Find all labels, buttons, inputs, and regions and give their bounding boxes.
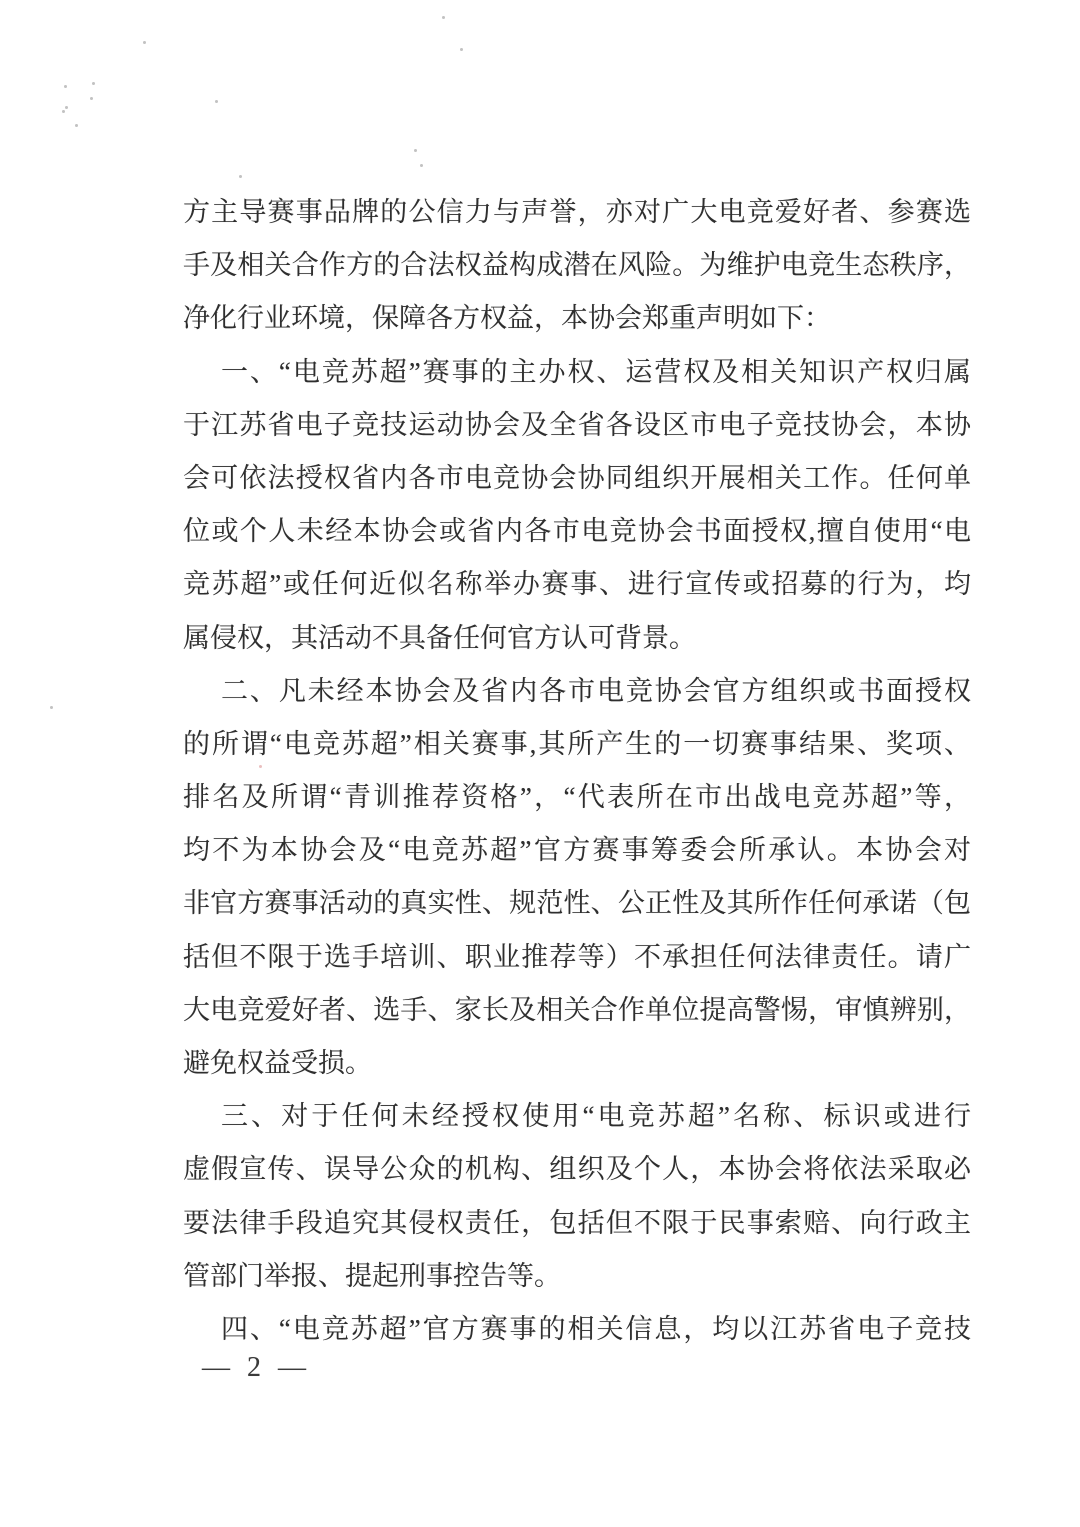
text-line: 大电竞爱好者、选手、家长及相关合作单位提高警惕，审慎辨别，	[183, 994, 971, 1025]
text-line: 三、对于任何未经授权使用“电竞苏超”名称、标识或进行	[221, 1101, 971, 1132]
text-line: 要法律手段追究其侵权责任，包括但不限于民事索赔、向行政主	[183, 1207, 971, 1238]
scan-speckle	[239, 175, 242, 178]
scan-speckle	[75, 124, 78, 127]
scan-speckle	[143, 41, 146, 44]
text-line: 四、“电竞苏超”官方赛事的相关信息，均以江苏省电子竞技	[221, 1313, 971, 1344]
text-line: 均不为本协会及“电竞苏超”官方赛事筹委会所承认。本协会对	[183, 835, 971, 866]
scan-speckle	[62, 110, 65, 113]
text-line: 手及相关合作方的合法权益构成潜在风险。为维护电竞生态秩序，	[183, 250, 971, 281]
text-line: 一、“电竞苏超”赛事的主办权、运营权及相关知识产权归属	[221, 356, 971, 387]
scan-speckle	[64, 85, 67, 88]
text-line: 的所谓“电竞苏超”相关赛事,其所产生的一切赛事结果、奖项、	[183, 728, 971, 759]
text-line: 排名及所谓“青训推荐资格”，“代表所在市出战电竞苏超”等，	[183, 782, 971, 813]
scan-speckle	[442, 16, 445, 19]
scan-speckle	[460, 48, 463, 51]
text-line: 括但不限于选手培训、职业推荐等）不承担任何法律责任。请广	[183, 941, 971, 972]
text-line: 属侵权，其活动不具备任何官方认可背景。	[183, 622, 696, 653]
scan-speckle	[50, 706, 53, 709]
scan-speckle	[90, 97, 93, 100]
document-body	[183, 186, 971, 1356]
text-line: 于江苏省电子竞技运动协会及全省各设区市电子竞技协会，本协	[183, 409, 971, 440]
text-line: 管部门举报、提起刑事控告等。	[183, 1260, 561, 1291]
scan-speckle	[420, 164, 423, 167]
text-line: 方主导赛事品牌的公信力与声誉，亦对广大电竞爱好者、参赛选	[183, 197, 971, 227]
text-line: 虚假宣传、误导公众的机构、组织及个人，本协会将依法采取必	[183, 1154, 971, 1185]
scan-speckle	[92, 82, 95, 85]
scan-speckle	[414, 149, 417, 152]
text-line: 竞苏超”或任何近似名称举办赛事、进行宣传或招募的行为，均	[183, 569, 971, 600]
text-line: 非官方赛事活动的真实性、规范性、公正性及其所作任何承诺（包	[183, 888, 971, 919]
text-line: 会可依法授权省内各市电竞协会协同组织开展相关工作。任何单	[183, 462, 971, 493]
text-line: 净化行业环境，保障各方权益，本协会郑重声明如下：	[183, 303, 831, 334]
text-line: 二、凡未经本协会及省内各市电竞协会官方组织或书面授权	[221, 675, 971, 706]
scan-speckle	[215, 100, 218, 103]
text-line: 避免权益受损。	[183, 1048, 372, 1078]
page-number: — 2 —	[202, 1352, 311, 1383]
text-line: 位或个人未经本协会或省内各市电竞协会书面授权,擅自使用“电	[183, 516, 971, 547]
scan-speckle	[65, 106, 68, 109]
